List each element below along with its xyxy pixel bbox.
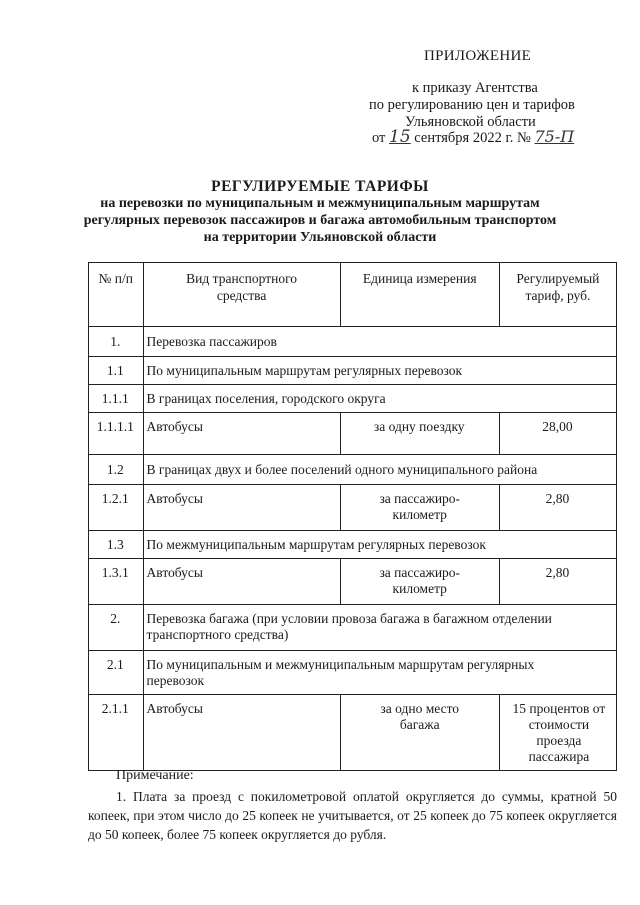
note-paragraph: 1. Плата за проезд с покилометровой оплатой округляется до суммы, кратной 50 копеек, при этом число до 25 копеек не учитывается, от 25 копеек до 75 копеек округляется до 50 копеек, более 75 копеек округляется до рубля. — [88, 789, 617, 842]
row-unit: за одну поездку — [340, 413, 499, 455]
order-number-handwritten: 75-П — [534, 127, 575, 146]
document-title: РЕГУЛИРУЕМЫЕ ТАРИФЫ — [211, 178, 429, 195]
order-date-line — [372, 128, 574, 147]
order-line-2: по регулированию цен и тарифов — [369, 97, 575, 113]
table-row — [89, 385, 617, 413]
row-kind: Автобусы — [143, 485, 340, 531]
title-subline-1: на перевозки по муниципальным и межмуниципальным маршрутам — [100, 196, 540, 211]
row-section-text: По муниципальным и межмуниципальным маршрутам регулярных перевозок — [143, 651, 616, 695]
table-row — [89, 531, 617, 559]
title-subline-3: на территории Ульяновской области — [203, 230, 437, 245]
note-heading: Примечание: — [116, 768, 194, 783]
table-row — [89, 559, 617, 605]
date-prefix: от — [372, 130, 386, 146]
header-num: № п/п — [89, 263, 144, 327]
row-unit: за пассажиро-километр — [340, 485, 499, 531]
row-num: 1.2 — [89, 455, 144, 485]
row-kind: Автобусы — [143, 413, 340, 455]
row-num: 1.1.1.1 — [89, 413, 144, 455]
row-unit: за пассажиро-километр — [340, 559, 499, 605]
header-unit: Единица измерения — [340, 263, 499, 327]
row-tariff: 28,00 — [499, 413, 616, 455]
tariff-table — [88, 262, 617, 771]
order-line-1: к приказу Агентства — [412, 80, 538, 96]
table-row — [89, 413, 617, 455]
table-row — [89, 327, 617, 357]
table-row — [89, 695, 617, 771]
row-num: 2. — [89, 605, 144, 651]
table-header-row — [89, 263, 617, 327]
row-section-text: По межмуниципальным маршрутам регулярных перевозок — [143, 531, 616, 559]
row-num: 1.2.1 — [89, 485, 144, 531]
order-line-3: Ульяновской области — [405, 114, 536, 130]
table-row — [89, 651, 617, 695]
row-num: 1.3.1 — [89, 559, 144, 605]
row-kind: Автобусы — [143, 559, 340, 605]
row-section-text: По муниципальным маршрутам регулярных перевозок — [143, 357, 616, 385]
row-section-text: В границах поселения, городского округа — [143, 385, 616, 413]
row-section-text: В границах двух и более поселений одного муниципального района — [143, 455, 616, 485]
date-middle: сентября 2022 г. № — [414, 130, 531, 146]
appendix-label: ПРИЛОЖЕНИЕ — [424, 48, 532, 64]
row-unit: за одно место багажа — [340, 695, 499, 771]
header-kind: Вид транспортного средства — [143, 263, 340, 327]
row-num: 2.1 — [89, 651, 144, 695]
table-row — [89, 455, 617, 485]
row-section-text: Перевозка багажа (при условии провоза багажа в багажном отделении транспортного средства) — [143, 605, 616, 651]
date-day-handwritten: 15 — [389, 127, 411, 147]
row-kind: Автобусы — [143, 695, 340, 771]
row-num: 1. — [89, 327, 144, 357]
header-tariff: Регулируемый тариф, руб. — [499, 263, 616, 327]
table-row — [89, 485, 617, 531]
row-tariff: 15 процентов от стоимости проезда пассажира — [499, 695, 616, 771]
row-num: 1.1 — [89, 357, 144, 385]
row-section-text: Перевозка пассажиров — [143, 327, 616, 357]
row-num: 1.1.1 — [89, 385, 144, 413]
row-tariff: 2,80 — [499, 485, 616, 531]
title-subline-2: регулярных перевозок пассажиров и багажа автомобильным транспортом — [83, 213, 557, 228]
table-row — [89, 357, 617, 385]
table-row — [89, 605, 617, 651]
row-num: 1.3 — [89, 531, 144, 559]
row-tariff: 2,80 — [499, 559, 616, 605]
row-num: 2.1.1 — [89, 695, 144, 771]
